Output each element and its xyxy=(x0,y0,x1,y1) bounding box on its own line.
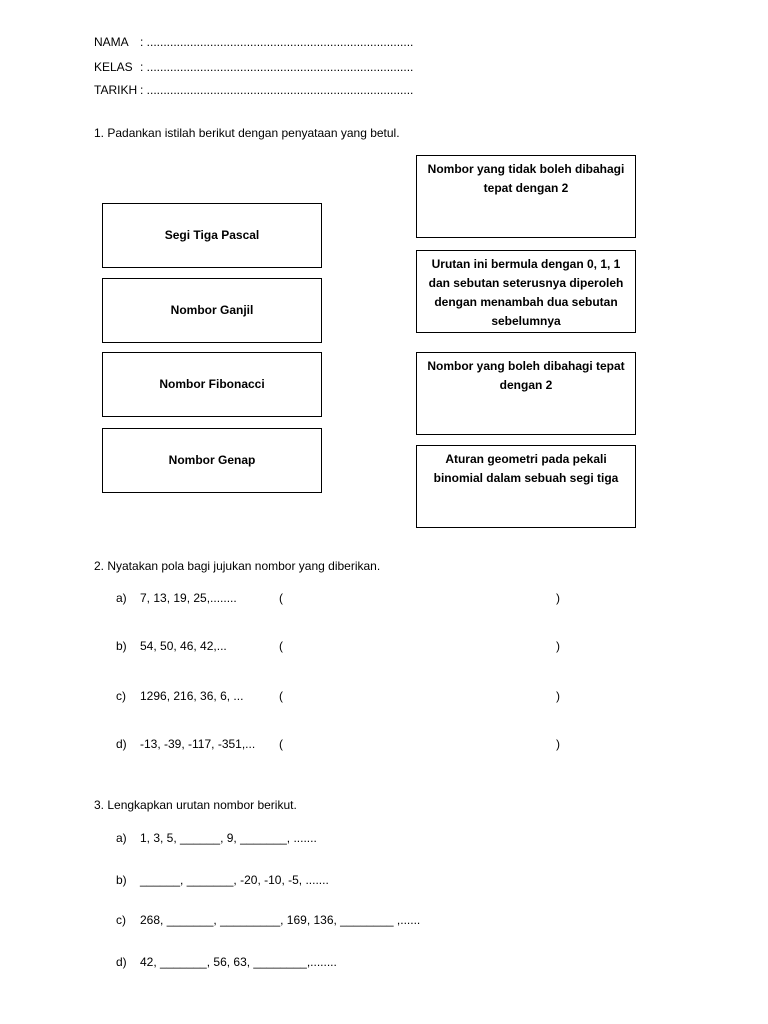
statement-text: Nombor yang tidak boleh dibahagi tepat dengan 2 xyxy=(427,162,625,195)
item-letter: b) xyxy=(116,873,127,887)
answer-open-paren: ( xyxy=(279,591,283,605)
name-label: NAMA xyxy=(94,35,129,49)
answer-close-paren: ) xyxy=(556,737,560,751)
name-blank[interactable]: : ................................................................................ xyxy=(140,35,414,49)
class-label: KELAS xyxy=(94,60,133,74)
item-sequence[interactable]: ______, _______, -20, -10, -5, ....... xyxy=(140,873,329,887)
item-letter: a) xyxy=(116,831,127,845)
answer-close-paren: ) xyxy=(556,591,560,605)
answer-open-paren: ( xyxy=(279,737,283,751)
term-box-pascal[interactable] xyxy=(102,203,322,268)
statement-text: Aturan geometri pada pekali binomial dalam sebuah segi tiga xyxy=(433,452,619,485)
statement-box-2[interactable] xyxy=(416,250,636,333)
item-letter: c) xyxy=(116,689,126,703)
term-label: Nombor Genap xyxy=(168,453,256,467)
term-label: Nombor Fibonacci xyxy=(159,377,265,391)
answer-open-paren: ( xyxy=(279,689,283,703)
item-letter: c) xyxy=(116,913,126,927)
answer-close-paren: ) xyxy=(556,639,560,653)
term-label: Segi Tiga Pascal xyxy=(164,228,260,242)
statement-text: Urutan ini bermula dengan 0, 1, 1 dan sebutan seterusnya diperoleh dengan menambah dua sebutan sebelumnya xyxy=(428,257,624,328)
date-label: TARIKH xyxy=(94,83,138,97)
question-1-title: 1. Padankan istilah berikut dengan penyataan yang betul. xyxy=(94,126,400,140)
item-sequence: 1296, 216, 36, 6, ... xyxy=(140,689,244,703)
term-box-fibonacci[interactable] xyxy=(102,352,322,417)
item-sequence[interactable]: 1, 3, 5, ______, 9, _______, ....... xyxy=(140,831,317,845)
statement-text: Nombor yang boleh dibahagi tepat dengan 2 xyxy=(427,359,625,392)
term-label: Nombor Ganjil xyxy=(170,303,254,317)
item-sequence: 54, 50, 46, 42,... xyxy=(140,639,227,653)
class-blank[interactable]: : ................................................................................ xyxy=(140,60,414,74)
answer-open-paren: ( xyxy=(279,639,283,653)
question-2-title: 2. Nyatakan pola bagi jujukan nombor yang diberikan. xyxy=(94,559,381,573)
answer-close-paren: ) xyxy=(556,689,560,703)
item-letter: b) xyxy=(116,639,127,653)
item-letter: d) xyxy=(116,955,127,969)
item-sequence[interactable]: 268, _______, _________, 169, 136, ________ ,...... xyxy=(140,913,421,927)
item-letter: a) xyxy=(116,591,127,605)
item-letter: d) xyxy=(116,737,127,751)
item-sequence: -13, -39, -117, -351,... xyxy=(140,737,256,751)
statement-box-1[interactable] xyxy=(416,155,636,238)
statement-box-4[interactable] xyxy=(416,445,636,528)
term-box-odd[interactable] xyxy=(102,278,322,343)
item-sequence[interactable]: 42, _______, 56, 63, ________,........ xyxy=(140,955,337,969)
date-blank[interactable]: : ................................................................................ xyxy=(140,83,414,97)
question-3-title: 3. Lengkapkan urutan nombor berikut. xyxy=(94,798,297,812)
statement-box-3[interactable] xyxy=(416,352,636,435)
item-sequence: 7, 13, 19, 25,........ xyxy=(140,591,237,605)
term-box-even[interactable] xyxy=(102,428,322,493)
